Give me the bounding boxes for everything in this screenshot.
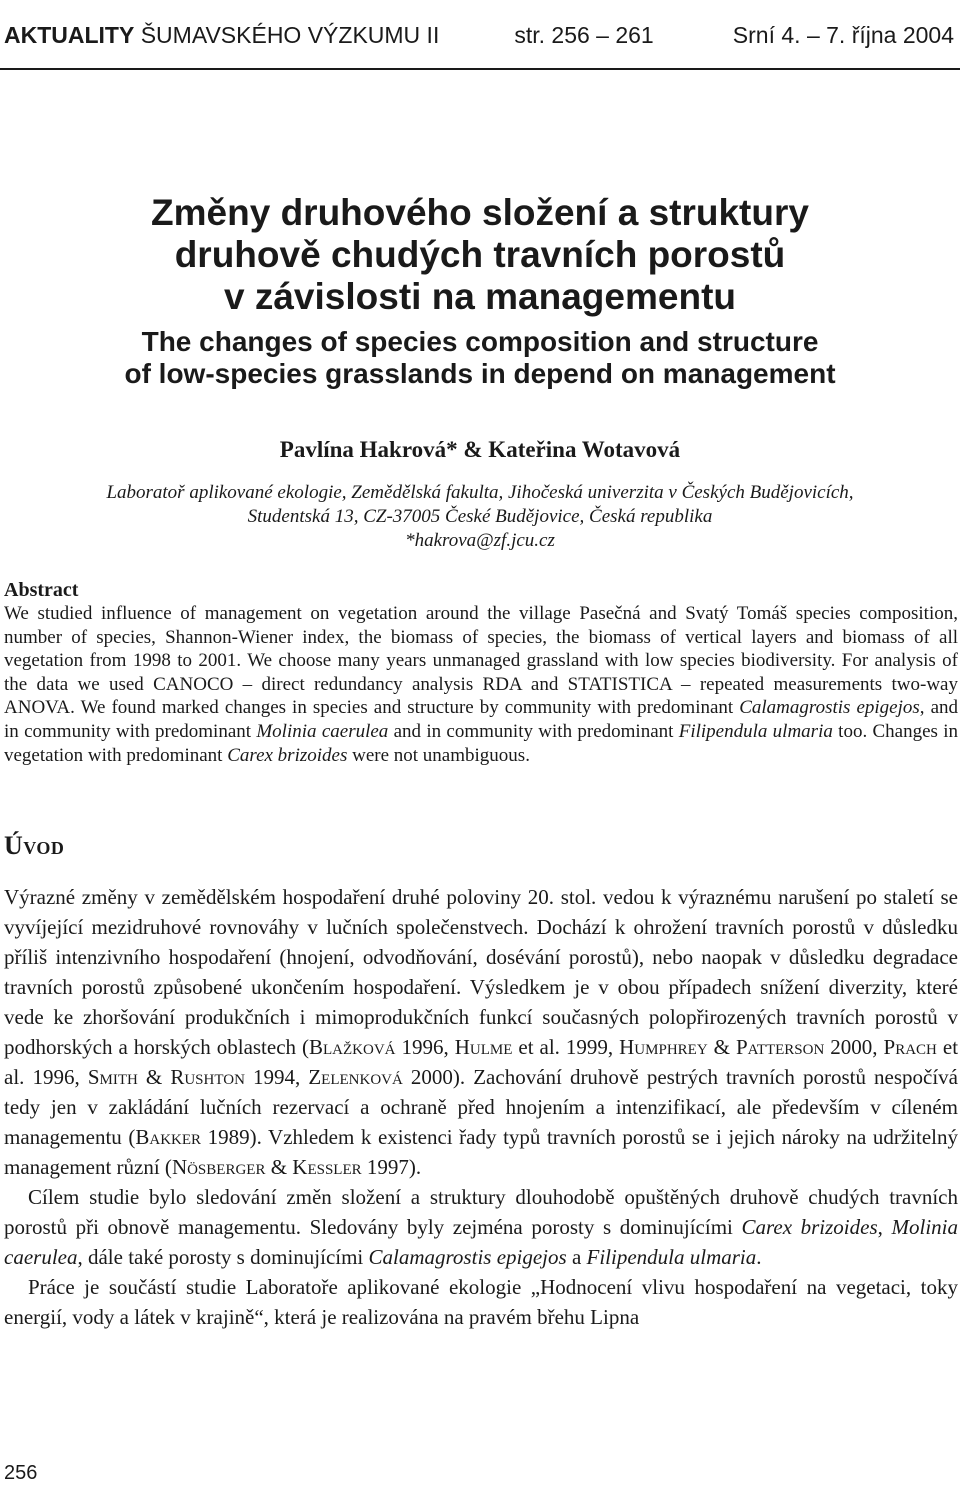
page-number: 256 <box>4 1462 38 1484</box>
introduction-section <box>4 830 958 1332</box>
conference-dates: Srní 4. – 7. října 2004 <box>732 22 954 48</box>
paragraph: Práce je součástí studie Laboratoře aplikované ekologie „Hodnocení vlivu hospodaření na vegetaci, toky energií, vody a látek v krajině“, která je realizována na pravém břehu Lipna <box>4 1275 958 1329</box>
paragraph: Výrazné změny v zemědělském hospodaření druhé poloviny 20. stol. vedou k výraznému narušení po staletí se vyvíjející mezidruhové rovnováhy v lučních společenstvech. Dochází k ohrožení travních porostů v důsledku příliš intenzivního hospodaření (hnojení, odvodňování, dosévání porostů), nebo naopak v důsledku degradace travních porostů způsobené ukončením hospodaření. Výsledkem je v obou případech snížení diverzity, které vede ke zhoršování produkčních i mimoprodukčních funkcí současných polopřirozených travních porostů v podhorských a horských oblastech (Blažková 1996, Hulme et al. 1999, Humphrey & Patterson 2000, Prach et al. 1996, Smith & Rushton 1994, Zelenková 2000). Zachování druhově pestrých travních porostů nespočívá tedy jen v zakládání lučních rezervací a ochraně před hnojením a intenzifikací, ale především v cíleném managementu (Bakker 1989). Vzhledem k existenci řady typů travních porostů se i jejich nároky na udržitelný management různí (Nösberger & Kessler 1997). <box>4 885 959 1179</box>
header-rule <box>0 68 960 70</box>
running-header <box>4 22 954 62</box>
abstract-heading: Abstract <box>4 579 79 601</box>
page-range: str. 256 – 261 <box>514 22 654 48</box>
title-block <box>0 192 960 390</box>
author-email: *hakrova@zf.jcu.cz <box>405 530 555 551</box>
title-english: The changes of species composition and structure of low-species grasslands in depend on management <box>124 326 836 389</box>
abstract-text: We studied influence of management on vegetation around the village Pasečná and Svatý Tomáš species composition, number of species, Shannon-Wiener index, the biomass of species, the biomass of vertical layers and biomass of all vegetation from 1998 to 2001. We choose many years unmanaged grassland with low species biodiversity. For analysis of the data we used CANOCO – direct redundancy analysis RDA and STATISTICA – repeated measurements two-way ANOVA. We found marked changes in species and structure by community with predominant Calamagrostis epigejos, and in community with predominant Molinia caerulea and in community with predominant Filipendula ulmaria too. Changes in vegetation with predominant Carex brizoides were not unambiguous. <box>4 603 959 766</box>
paragraph: Cílem studie bylo sledování změn složení a struktury dlouhodobě opuštěných druhově chudých travních porostů při obnově managementu. Sledovány byly zejména porosty s dominujícími Carex brizoides, Molinia caerulea, dále také porosty s dominujícími Calamagrostis epigejos a Filipendula ulmaria. <box>4 1185 958 1269</box>
affiliation: Laboratoř aplikované ekologie, Zemědělská fakulta, Jihočeská univerzita v Českých Budějovicích, Studentská 13, CZ-37005 České Budějovice, Česká republika *hakrova@zf.jcu.cz <box>0 481 960 553</box>
abstract <box>4 578 958 767</box>
section-heading: Úvod <box>4 831 65 860</box>
journal-name: AKTUALITY ŠUMAVSKÉHO VÝZKUMU II <box>4 22 440 48</box>
title-czech: Změny druhového složení a struktury druhově chudých travních porostů v závislosti na managementu <box>151 192 809 317</box>
authors: Pavlína Hakrová* & Kateřina Wotavová <box>279 437 681 462</box>
